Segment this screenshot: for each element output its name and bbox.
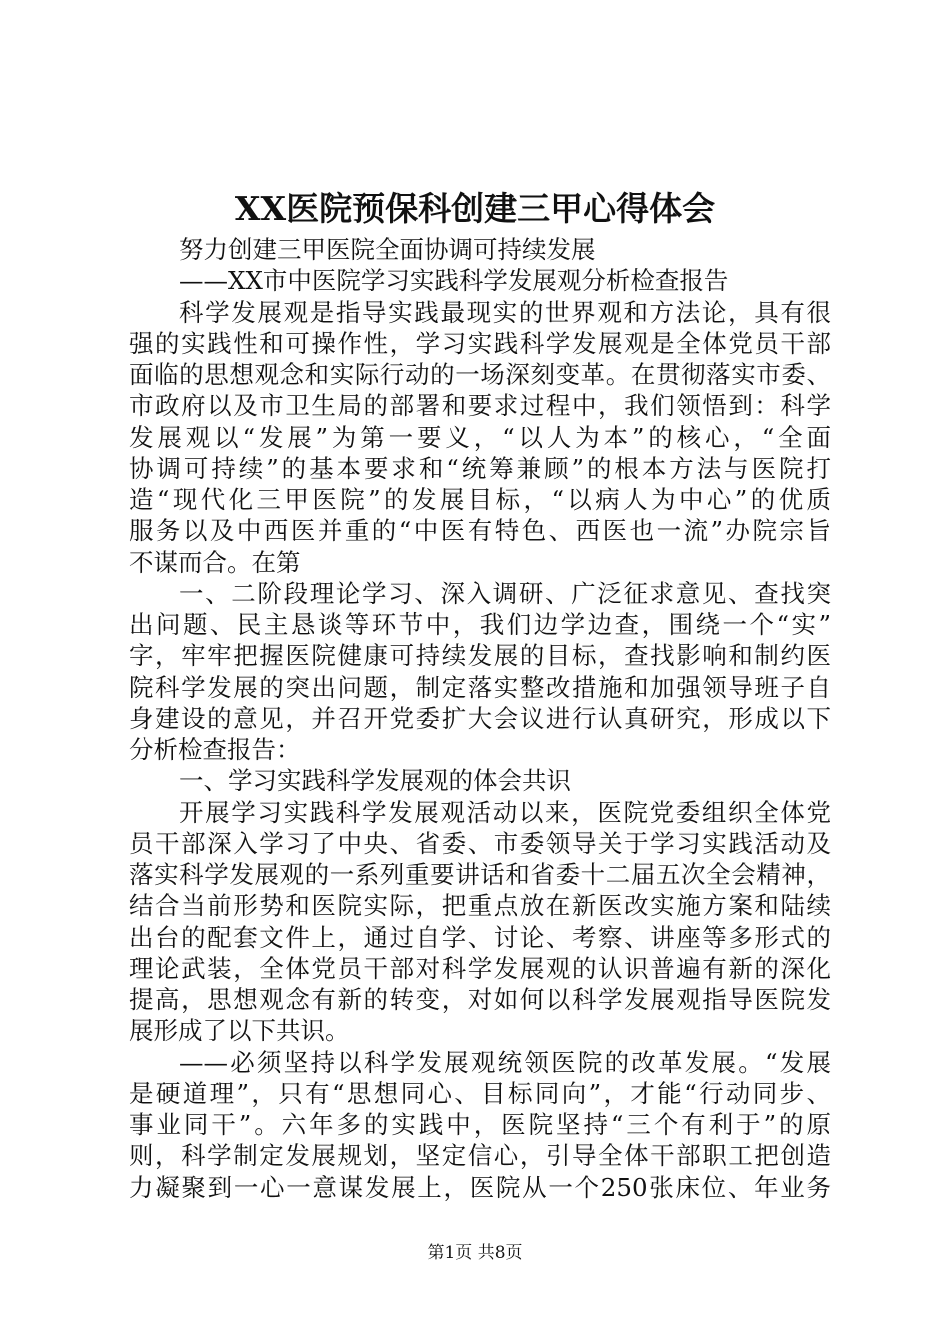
body-line: 造“现代化三甲医院”的发展目标，“以病人为中心”的优质 xyxy=(129,485,831,514)
body-line: 不谋而合。在第 xyxy=(129,547,301,577)
body-line: 则，科学制定发展规划，坚定信心，引导全体干部职工把创造 xyxy=(129,1141,831,1171)
body-line: 出台的配套文件上，通过自学、讨论、考察、讲座等多形式的 xyxy=(129,922,831,952)
body-line: 力凝聚到一心一意谋发展上，医院从一个250张床位、年业务 xyxy=(129,1172,831,1202)
body-line: 发展观以“发展”为第一要义，“以人为本”的核心，“全面 xyxy=(129,422,831,452)
document-title: XX医院预保科创建三甲心得体会 xyxy=(234,189,716,228)
body-line: 强的实践性和可操作性，学习实践科学发展观是全体党员干部 xyxy=(129,328,831,358)
body-line: 科学发展观是指导实践最现实的世界观和方法论，具有很 xyxy=(179,297,831,327)
body-line: 面临的思想观念和实际行动的一场深刻变革。在贯彻落实市委、 xyxy=(129,360,831,389)
body-line: 院科学发展的突出问题，制定落实整改措施和加强领导班子自 xyxy=(129,672,831,702)
section-heading: 一、学习实践科学发展观的体会共识 xyxy=(179,766,571,796)
body-line: 协调可持续”的基本要求和“统筹兼顾”的根本方法与医院打 xyxy=(129,453,831,483)
body-line: 字，牢牢把握医院健康可持续发展的目标，查找影响和制约医 xyxy=(129,641,831,671)
body-line: 分析检查报告： xyxy=(129,735,301,764)
body-line: 落实科学发展观的一系列重要讲话和省委十二届五次全会精神， xyxy=(129,860,831,889)
body-line: 身建设的意见，并召开党委扩大会议进行认真研究，形成以下 xyxy=(129,703,831,733)
body-line: 员干部深入学习了中央、省委、市委领导关于学习实践活动及 xyxy=(129,828,831,858)
page-number: 第1页 共8页 xyxy=(427,1243,523,1263)
body-line: 是硬道理”，只有“思想同心、目标同向”，才能“行动同步、 xyxy=(129,1078,831,1108)
body-line: 一、二阶段理论学习、深入调研、广泛征求意见、查找突 xyxy=(179,578,831,608)
body-line: 事业同干”。六年多的实践中，医院坚持“三个有利于”的原 xyxy=(129,1110,831,1139)
body-line: 提高，思想观念有新的转变，对如何以科学发展观指导医院发 xyxy=(129,985,831,1014)
body-line: 开展学习实践科学发展观活动以来，医院党委组织全体党 xyxy=(179,797,831,827)
body-line: 出问题、民主恳谈等环节中，我们边学边查，围绕一个“实” xyxy=(129,610,831,639)
subtitle-line: 努力创建三甲医院全面协调可持续发展 xyxy=(179,235,596,264)
body-line: ——必须坚持以科学发展观统领医院的改革发展。“发展 xyxy=(179,1047,831,1077)
body-line: 服务以及中西医并重的“中医有特色、西医也一流”办院宗旨 xyxy=(129,516,831,546)
body-line: 结合当前形势和医院实际，把重点放在新医改实施方案和陆续 xyxy=(129,891,831,921)
subtitle-line: ——XX市中医院学习实践科学发展观分析检查报告 xyxy=(179,266,729,296)
body-line: 理论武装，全体党员干部对科学发展观的认识普遍有新的深化 xyxy=(129,953,831,983)
document-body xyxy=(129,234,831,1203)
body-line: 展形成了以下共识。 xyxy=(129,1016,350,1046)
body-line: 市政府以及市卫生局的部署和要求过程中，我们领悟到：科学 xyxy=(129,391,831,421)
